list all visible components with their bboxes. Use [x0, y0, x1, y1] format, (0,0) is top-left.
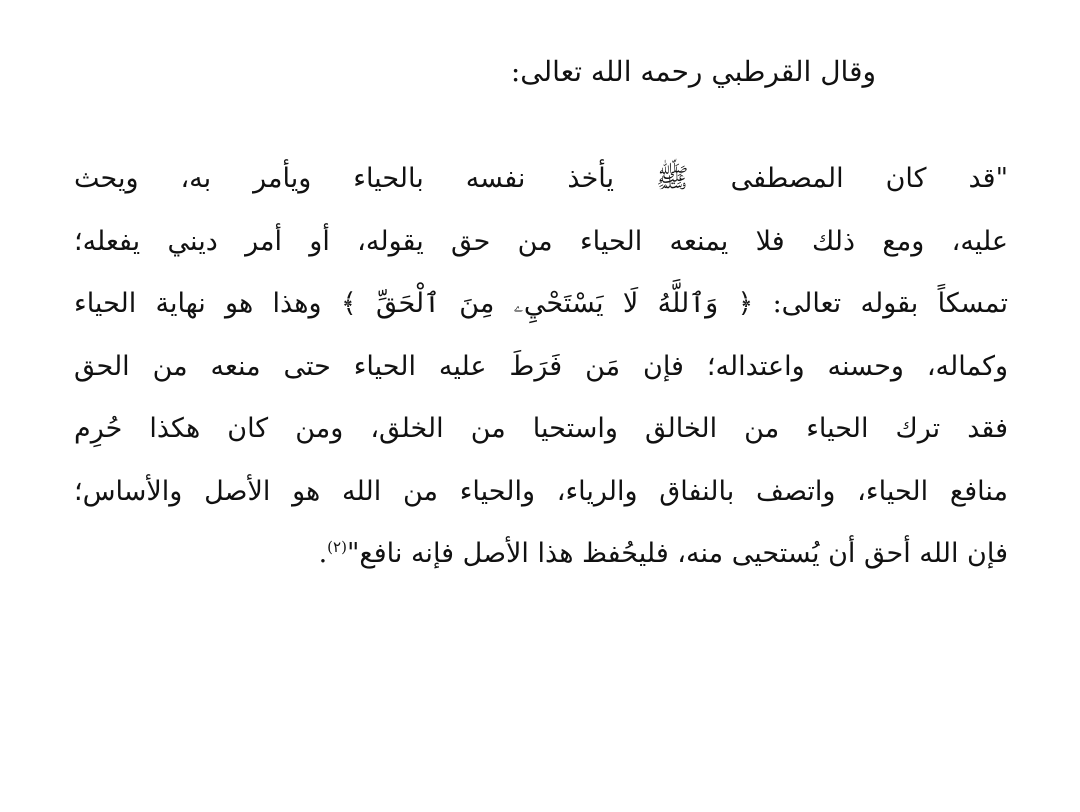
- quote-paragraph: [74, 148, 1008, 586]
- last-line-text: فإن الله أحق أن يُستحيى منه، فليحُفظ هذا الأصل فإنه نافع": [346, 538, 1008, 569]
- paragraph-line-5: فقد ترك الحياء من الخالق واستحيا من الخلق، ومن كان هكذا حُرِم: [74, 413, 1008, 444]
- paragraph-line-1: "قد كان المصطفى ﷺ يأخذ نفسه بالحياء ويأمر به، ويحث: [74, 163, 1008, 194]
- footnote-reference: (٢): [327, 538, 347, 556]
- sentence-end: .: [318, 538, 328, 569]
- paragraph-line-7: [74, 523, 1008, 586]
- paragraph-line-3: تمسكاً بقوله تعالى: ﴿ وَٱللَّهُ لَا يَسْتَحْيِۦ مِنَ ٱلْحَقِّ ﴾ وهذا هو نهاية الحياء: [74, 288, 1008, 319]
- heading: وقال القرطبي رحمه الله تعالى:: [510, 55, 876, 88]
- paragraph-line-2: عليه، ومع ذلك فلا يمنعه الحياء من حق يقوله، أو أمر ديني يفعله؛: [74, 225, 1008, 257]
- paragraph-line-4: وكماله، وحسنه واعتداله؛ فإن مَن فَرَطَ عليه الحياء حتى منعه من الحق: [74, 350, 1008, 382]
- paragraph-line-6: منافع الحياء، واتصف بالنفاق والرياء، والحياء من الله هو الأصل والأساس؛: [74, 475, 1008, 507]
